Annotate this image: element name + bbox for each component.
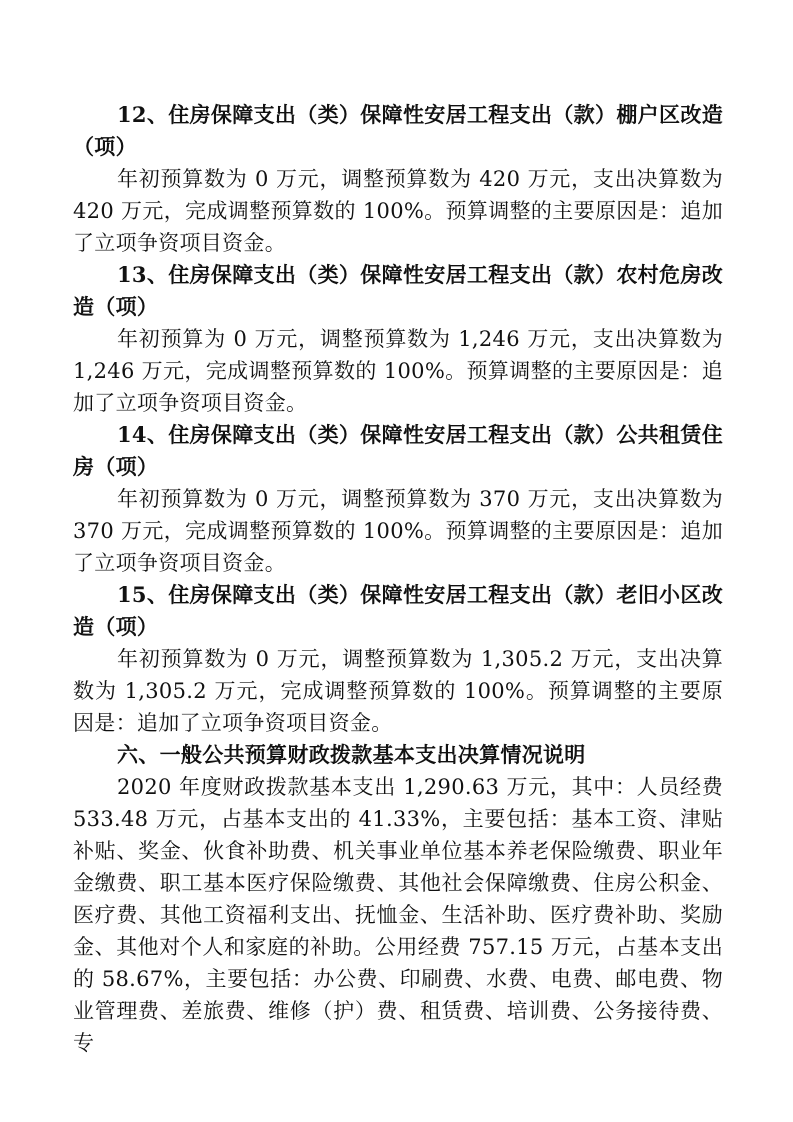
section-12-heading: 12、住房保障支出（类）保障性安居工程支出（款）棚户区改造（项）	[73, 102, 723, 159]
section-6-body: 2020 年度财政拨款基本支出 1,290.63 万元，其中：人员经费 533.48 万元，占基本支出的 41.33%，主要包括：基本工资、津贴补贴、奖金、伙食补助费、机关事业单位基本养老保险缴费、职业年金缴费、职工基本医疗保险缴费、其他社会保障缴费、住房公积金、医疗费、其他工资福利支出、抚恤金、生活补助、医疗费补助、奖励金、其他对个人和家庭的补助。公用经费 757.15 万元，占基本支出的 58.67%，主要包括：办公费、印刷费、水费、电费、邮电费、物业管理费、差旅费、维修（护）费、租赁费、培训费、公务接待费、专	[73, 775, 723, 1055]
section-14-heading: 14、住房保障支出（类）保障性安居工程支出（款）公共租赁住房（项）	[73, 422, 723, 479]
section-15-heading: 15、住房保障支出（类）保障性安居工程支出（款）老旧小区改造（项）	[73, 582, 723, 639]
section-13-heading: 13、住房保障支出（类）保障性安居工程支出（款）农村危房改造（项）	[73, 262, 723, 319]
section-6-heading: 六、一般公共预算财政拨款基本支出决算情况说明	[117, 742, 586, 767]
section-15-body: 年初预算数为 0 万元，调整预算数为 1,305.2 万元，支出决算数为 1,305.2 万元，完成调整预算数的 100%。预算调整的主要原因是：追加了立项争资项目资金。	[73, 647, 723, 735]
section-13-body: 年初预算为 0 万元，调整预算数为 1,246 万元，支出决算数为 1,246 万元，完成调整预算数的 100%。预算调整的主要原因是：追加了立项争资项目资金。	[73, 327, 723, 415]
section-14-body: 年初预算数为 0 万元，调整预算数为 370 万元，支出决算数为 370 万元，完成调整预算数的 100%。预算调整的主要原因是：追加了立项争资项目资金。	[73, 487, 723, 575]
section-12-body: 年初预算数为 0 万元，调整预算数为 420 万元，支出决算数为 420 万元，完成调整预算数的 100%。预算调整的主要原因是：追加了立项争资项目资金。	[73, 167, 723, 255]
